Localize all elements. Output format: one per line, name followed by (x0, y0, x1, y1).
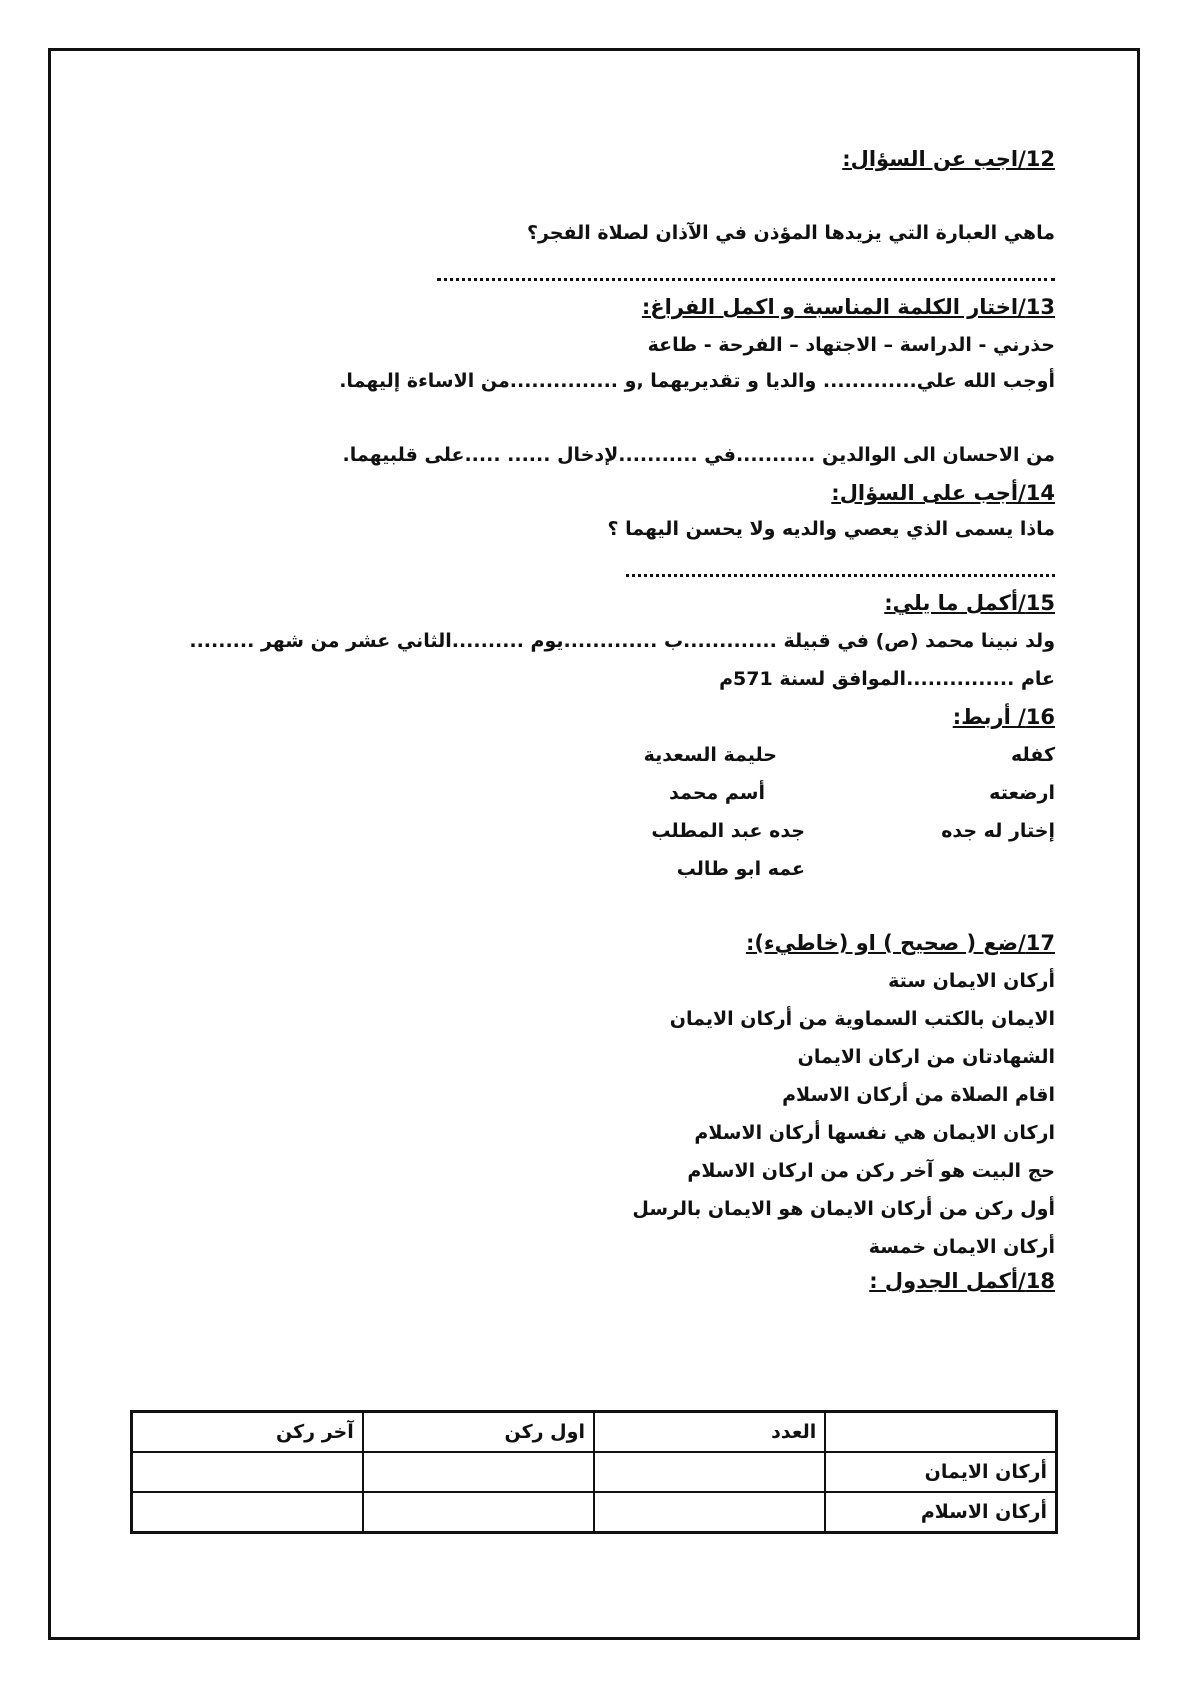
q14-question: ماذا يسمى الذي يعصي والديه ولا يحسن اليهما ؟ (607, 518, 1055, 540)
pillars-table (130, 1410, 1058, 1534)
tf-statement: حج البيت هو آخر ركن من اركان الاسلام (687, 1160, 1055, 1182)
match-right-item: حليمة السعدية (643, 744, 777, 766)
tf-statement: الشهادتان من اركان الايمان (797, 1046, 1055, 1068)
q14-title: 14/أجب على السؤال: (831, 481, 1055, 505)
q15-fill-line-2: عام ...............الموافق لسنة 571م (719, 668, 1055, 690)
table-row (132, 1492, 1057, 1533)
table-row-label: أركان الايمان (825, 1452, 1056, 1492)
table-header-cell: اول ركن (363, 1412, 594, 1453)
table-header-cell: آخر ركن (132, 1412, 363, 1453)
match-right-item: جده عبد المطلب (651, 820, 805, 842)
tf-statement: اقام الصلاة من أركان الاسلام (782, 1084, 1055, 1106)
match-left-item: كفله (1010, 744, 1055, 766)
table-cell[interactable] (594, 1452, 825, 1492)
q13-word-bank: حذرني - الدراسة – الاجتهاد – الفرحة - طاعة (647, 334, 1055, 356)
q17-title: 17/ضع ( صحيح ) او (خاطيء): (745, 931, 1055, 955)
q12-question: ماهي العبارة التي يزيدها المؤذن في الآذان لصلاة الفجر؟ (526, 222, 1055, 244)
table-cell[interactable] (363, 1492, 594, 1533)
table-cell[interactable] (132, 1452, 363, 1492)
q18-title: 18/أكمل الجدول : (869, 1269, 1055, 1293)
tf-statement: أركان الايمان ستة (888, 970, 1055, 992)
table-cell[interactable] (594, 1492, 825, 1533)
tf-statement: أركان الايمان خمسة (868, 1236, 1055, 1258)
table-header-cell (825, 1412, 1056, 1453)
tf-statement: أول ركن من أركان الايمان هو الايمان بالرسل (632, 1198, 1055, 1220)
q15-title: 15/أكمل ما يلي: (884, 591, 1055, 615)
table-row-label: أركان الاسلام (825, 1492, 1056, 1533)
match-left-item: إختار له جده (941, 820, 1055, 842)
q12-answer-line[interactable] (437, 278, 1055, 281)
table-cell[interactable] (132, 1492, 363, 1533)
q13-fill-line-1: أوجب الله علي............. والديا و تقديريهما ,و ...............من الاساءة إليهما. (339, 370, 1055, 392)
q12-title: 12/اجب عن السؤال: (842, 147, 1055, 171)
tf-statement: الايمان بالكتب السماوية من أركان الايمان (669, 1008, 1055, 1030)
table-cell[interactable] (363, 1452, 594, 1492)
table-header-row (132, 1412, 1057, 1453)
q13-fill-line-2: من الاحسان الى الوالدين ...........في ...........لإدخال ...... .....على قلبيهما. (342, 444, 1055, 466)
match-right-item: عمه ابو طالب (676, 858, 805, 880)
q15-fill-line-1: ولد نبينا محمد (ص) في قبيلة .............ب .............يوم ..........الثاني عشر من شهر ......... (189, 630, 1055, 652)
q16-title: 16/ أربط: (952, 705, 1055, 729)
table-header-cell: العدد (594, 1412, 825, 1453)
match-left-item: ارضعته (989, 782, 1055, 804)
tf-statement: اركان الايمان هي نفسها أركان الاسلام (694, 1122, 1055, 1144)
q13-title: 13/اختار الكلمة المناسبة و اكمل الفراغ: (641, 295, 1055, 319)
table-row (132, 1452, 1057, 1492)
match-right-item: أسم محمد (669, 782, 765, 804)
q14-answer-line[interactable] (626, 574, 1055, 577)
